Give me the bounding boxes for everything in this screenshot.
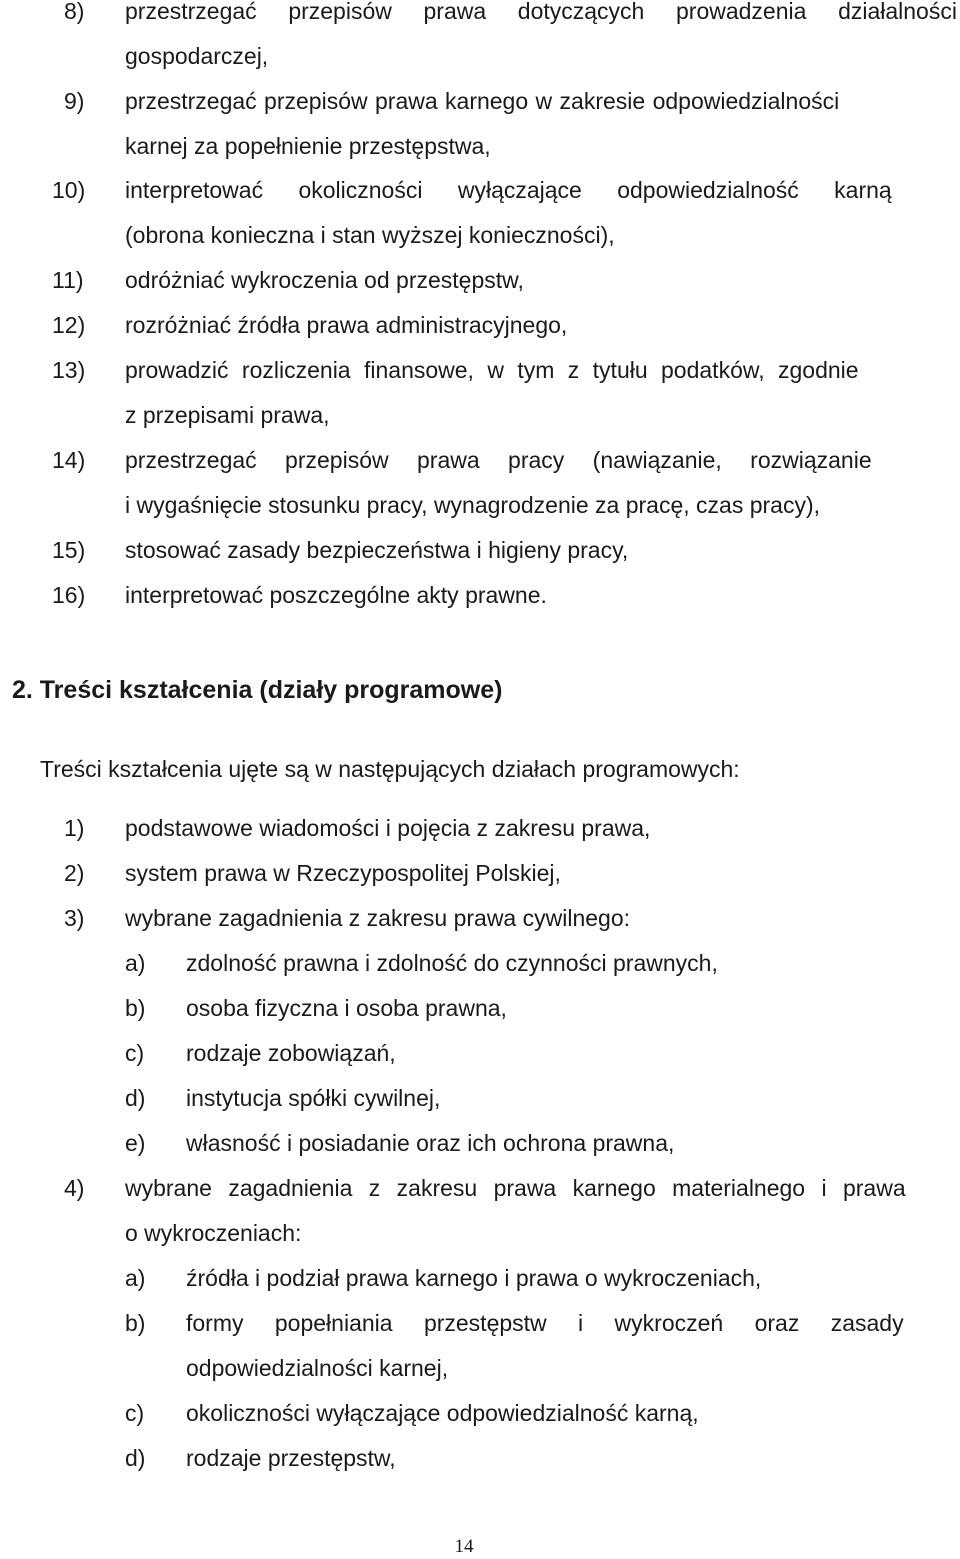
list-subitem-letter: a): [125, 1265, 146, 1291]
list-subitem-letter: b): [125, 1310, 146, 1336]
list-item-number: 12): [52, 312, 86, 338]
list-subitem-letter: b): [125, 995, 146, 1021]
list-subitem-text: zdolność prawna i zdolność do czynności prawnych,: [186, 950, 718, 976]
list-subitem-letter: e): [125, 1130, 146, 1156]
list-item-number: 9): [64, 88, 85, 114]
list-item-number: 2): [64, 860, 85, 886]
list-item-text: wybrane zagadnienia z zakresu prawa karnego materialnego i prawa: [125, 1175, 906, 1201]
list-item-text: przestrzegać przepisów prawa karnego w zakresie odpowiedzialności: [125, 88, 840, 114]
list-item-text: rozróżniać źródła prawa administracyjnego,: [125, 312, 568, 338]
list-subitem-text: rodzaje zobowiązań,: [186, 1040, 396, 1066]
list-item-text: podstawowe wiadomości i pojęcia z zakresu prawa,: [125, 815, 651, 841]
list-item-text: wybrane zagadnienia z zakresu prawa cywilnego:: [125, 905, 631, 931]
list-item-number: 16): [52, 582, 86, 608]
list-subitem-letter: a): [125, 950, 146, 976]
list-subitem-letter: c): [125, 1040, 145, 1066]
list-subitem-letter: d): [125, 1445, 146, 1471]
section-heading: 2. Treści kształcenia (działy programowe): [12, 676, 503, 704]
list-item-text: przestrzegać przepisów prawa pracy (nawiązanie, rozwiązanie: [125, 447, 872, 473]
list-item-text: z przepisami prawa,: [125, 402, 330, 428]
list-subitem-text: instytucja spółki cywilnej,: [186, 1085, 441, 1111]
list-item-text: przestrzegać przepisów prawa dotyczących prowadzenia działalności: [125, 0, 957, 24]
list-item-text: prowadzić rozliczenia finansowe, w tym z tytułu podatków, zgodnie: [125, 357, 859, 383]
list-item-text: i wygaśnięcie stosunku pracy, wynagrodzenie za pracę, czas pracy),: [125, 492, 821, 518]
page-number: 14: [454, 1536, 474, 1557]
list-subitem-text: własność i posiadanie oraz ich ochrona prawna,: [186, 1130, 675, 1156]
list-item-number: 15): [52, 537, 86, 563]
list-item-text: (obrona konieczna i stan wyższej konieczności),: [125, 222, 615, 248]
list-subitem-letter: c): [125, 1400, 145, 1426]
list-subitem-text: rodzaje przestępstw,: [186, 1445, 396, 1471]
list-subitem-text: osoba fizyczna i osoba prawna,: [186, 995, 507, 1021]
list-subitem-text: odpowiedzialności karnej,: [186, 1355, 449, 1381]
list-subitem-text: okoliczności wyłączające odpowiedzialność karną,: [186, 1400, 699, 1426]
list-subitem-text: formy popełniania przestępstw i wykroczeń oraz zasady: [186, 1310, 904, 1336]
list-item-text: interpretować poszczególne akty prawne.: [125, 582, 547, 608]
list-item-number: 14): [52, 447, 86, 473]
list-item-text: karnej za popełnienie przestępstwa,: [125, 133, 491, 159]
list-item-number: 3): [64, 905, 85, 931]
list-subitem-letter: d): [125, 1085, 146, 1111]
list-item-number: 4): [64, 1175, 85, 1201]
list-item-text: system prawa w Rzeczypospolitej Polskiej,: [125, 860, 561, 886]
list-item-text: interpretować okoliczności wyłączające odpowiedzialność karną: [125, 177, 892, 203]
list-item-number: 10): [52, 177, 86, 203]
list-item-number: 13): [52, 357, 86, 383]
section-intro: Treści kształcenia ujęte są w następujących działach programowych:: [40, 756, 740, 782]
list-item-number: 11): [52, 267, 84, 293]
list-item-number: 1): [64, 815, 85, 841]
list-item-text: stosować zasady bezpieczeństwa i higieny pracy,: [125, 537, 629, 563]
list-item-text: o wykroczeniach:: [125, 1220, 302, 1246]
list-item-number: 8): [64, 0, 85, 24]
list-subitem-text: źródła i podział prawa karnego i prawa o wykroczeniach,: [186, 1265, 762, 1291]
list-item-text: odróżniać wykroczenia od przestępstw,: [125, 267, 524, 293]
list-item-text: gospodarczej,: [125, 43, 269, 69]
